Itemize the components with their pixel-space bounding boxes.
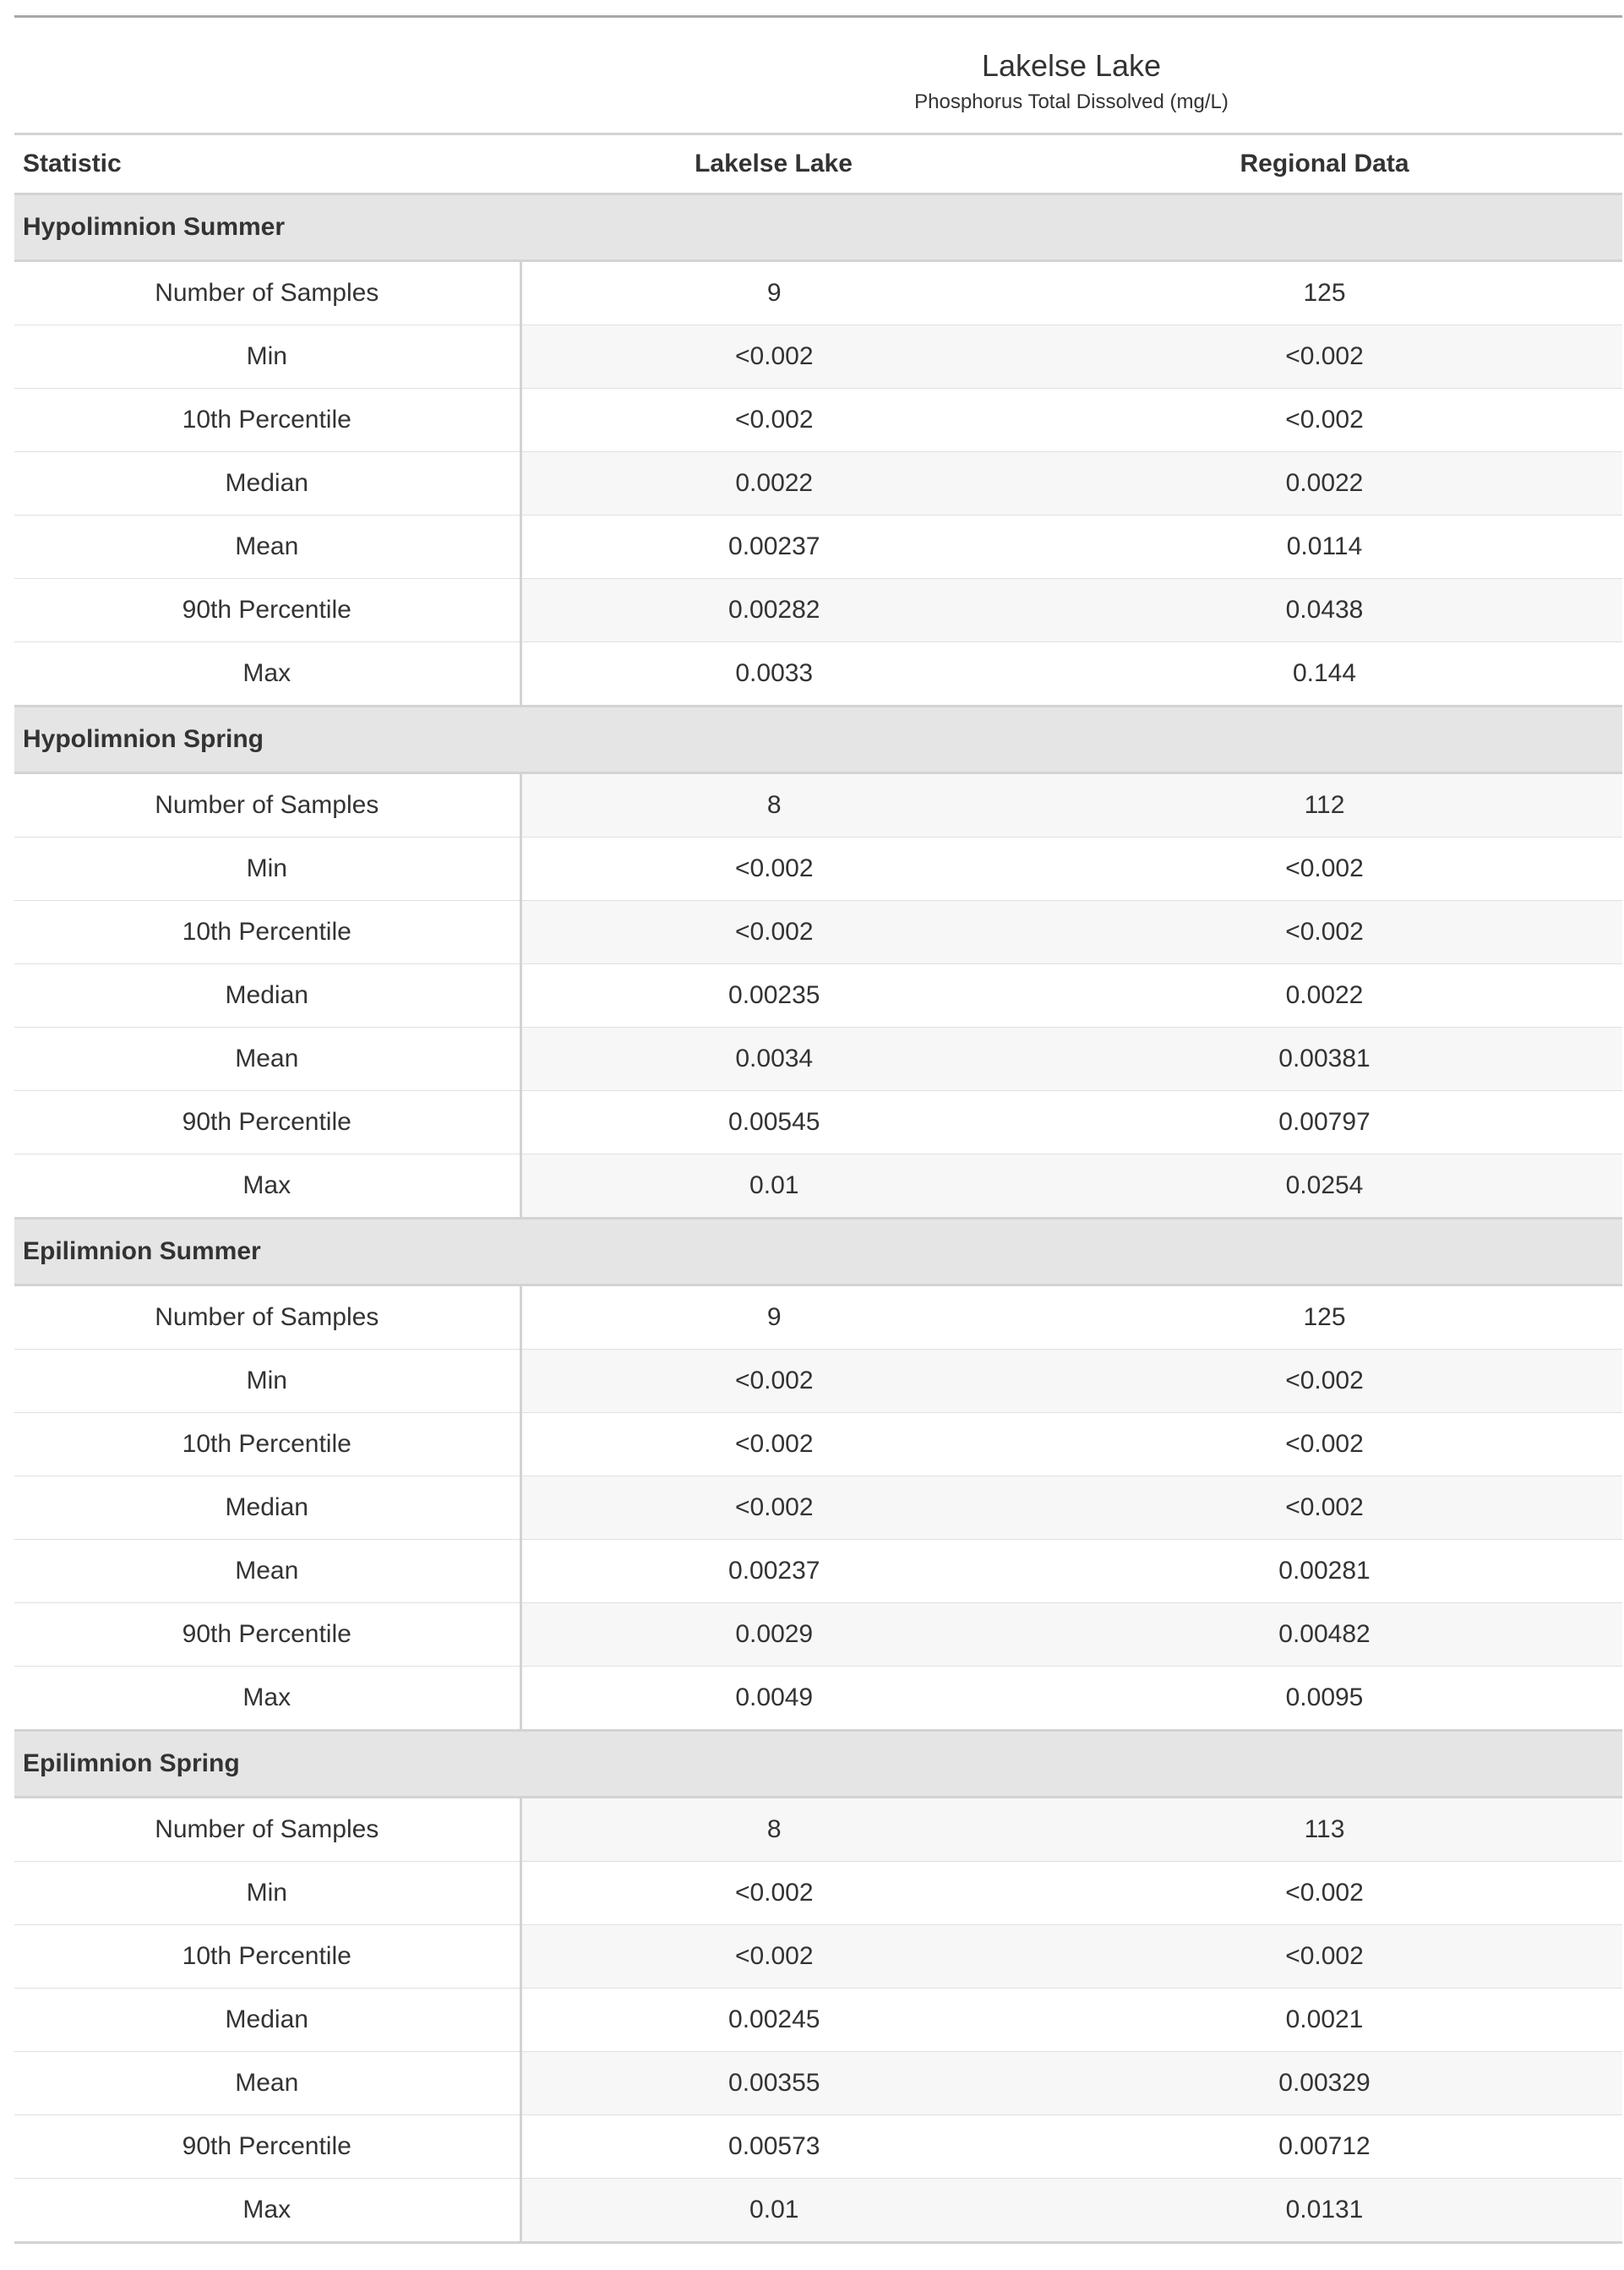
statistic-cell: Number of Samples <box>14 773 520 838</box>
table-row <box>14 1989 1622 2052</box>
lake-value-cell: 9 <box>766 1303 782 1331</box>
table-row <box>14 1091 1622 1154</box>
group-header-row <box>14 707 1622 773</box>
table-row <box>14 1285 1622 1350</box>
lake-value-cell: 0.0034 <box>520 1028 1027 1091</box>
table-subtitle: Phosphorus Total Dissolved (mg/L) <box>520 87 1622 134</box>
table-title: Lakelse Lake <box>520 17 1622 88</box>
lake-value-cell: 9 <box>766 279 782 307</box>
group-label: Hypolimnion Spring <box>14 707 1622 773</box>
regional-value-cell: 0.00482 <box>1027 1603 1622 1667</box>
regional-value-cell: 0.00797 <box>1027 1091 1622 1154</box>
regional-value-cell: 0.00381 <box>1027 1028 1622 1091</box>
table-row <box>14 964 1622 1028</box>
statistic-cell: Median <box>14 1476 520 1540</box>
statistic-cell: 90th Percentile <box>14 2115 520 2179</box>
table-row <box>14 901 1622 964</box>
title-row <box>14 17 1622 88</box>
regional-value-cell: 0.0114 <box>1027 516 1622 579</box>
statistic-cell: Mean <box>14 2052 520 2115</box>
regional-value-cell: <0.002 <box>1027 1925 1622 1989</box>
lake-value-cell: 0.00235 <box>520 964 1027 1028</box>
statistic-cell: Min <box>14 1862 520 1925</box>
lake-value-cell: 0.0033 <box>520 642 1027 707</box>
statistic-cell: Median <box>14 452 520 516</box>
lake-value-cell: 0.0022 <box>520 452 1027 516</box>
statistic-cell: 10th Percentile <box>14 389 520 452</box>
table-row <box>14 1862 1622 1925</box>
lake-value-cell: 0.00545 <box>520 1091 1027 1154</box>
subtitle-row <box>14 87 1622 134</box>
regional-value-cell: 112 <box>1027 773 1622 838</box>
statistic-cell: 90th Percentile <box>14 1091 520 1154</box>
table-row <box>14 1413 1622 1476</box>
column-header-row <box>14 134 1622 194</box>
lake-value-cell: <0.002 <box>520 901 1027 964</box>
statistic-cell: Max <box>14 642 520 707</box>
lake-value-cell: 0.00282 <box>520 579 1027 642</box>
statistic-cell: 10th Percentile <box>14 1413 520 1476</box>
regional-value-cell: 0.0131 <box>1027 2179 1622 2243</box>
statistic-cell: Min <box>14 325 520 389</box>
table-row <box>14 1476 1622 1540</box>
column-header-lake: Lakelse Lake <box>520 134 1027 194</box>
regional-value-cell: 0.00281 <box>1027 1540 1622 1603</box>
statistic-cell: Number of Samples <box>14 1285 520 1350</box>
statistic-cell: Max <box>14 1154 520 1219</box>
group-label: Epilimnion Spring <box>14 1731 1622 1798</box>
group-hypolimnion-summer <box>14 194 1622 707</box>
group-hypolimnion-spring <box>14 707 1622 1219</box>
regional-value-cell: 0.0438 <box>1027 579 1622 642</box>
group-header-row <box>14 194 1622 261</box>
regional-value-cell: <0.002 <box>1027 901 1622 964</box>
table-row <box>14 261 1622 325</box>
table-row <box>14 2179 1622 2243</box>
regional-value-cell: 0.0021 <box>1027 1989 1622 2052</box>
lake-value-cell: 8 <box>520 773 1027 838</box>
lake-value-cell: 0.01 <box>520 1154 1027 1219</box>
table-header <box>14 17 1622 194</box>
statistic-cell: Mean <box>14 1028 520 1091</box>
statistic-cell: Number of Samples <box>14 1798 520 1862</box>
statistic-cell: Max <box>14 1667 520 1731</box>
statistic-cell: Median <box>14 1989 520 2052</box>
table-row <box>14 642 1622 707</box>
summary-table-container <box>14 15 1622 2244</box>
regional-value-cell: 0.0254 <box>1027 1154 1622 1219</box>
lake-value-cell: 0.0049 <box>520 1667 1027 1731</box>
regional-value-cell: 125 <box>1303 1303 1346 1331</box>
statistic-cell: 10th Percentile <box>14 1925 520 1989</box>
table-row <box>14 325 1622 389</box>
table-row <box>14 773 1622 838</box>
statistic-cell: 90th Percentile <box>14 579 520 642</box>
lake-value-cell: 0.0029 <box>520 1603 1027 1667</box>
lake-value-cell: 8 <box>520 1798 1027 1862</box>
regional-value-cell: 0.00712 <box>1027 2115 1622 2179</box>
lake-value-cell: <0.002 <box>520 1350 1027 1413</box>
group-header-row <box>14 1731 1622 1798</box>
lake-value-cell: 0.00245 <box>520 1989 1027 2052</box>
group-header-row <box>14 1219 1622 1285</box>
table-row <box>14 1798 1622 1862</box>
column-header-regional: Regional Data <box>1027 134 1622 194</box>
lake-value-cell: 0.01 <box>520 2179 1027 2243</box>
regional-value-cell: <0.002 <box>1027 325 1622 389</box>
statistic-cell: 10th Percentile <box>14 901 520 964</box>
table-row <box>14 1540 1622 1603</box>
lake-value-cell: <0.002 <box>520 389 1027 452</box>
table-row <box>14 838 1622 901</box>
regional-value-cell: 0.0022 <box>1027 452 1622 516</box>
statistic-cell: Mean <box>14 516 520 579</box>
regional-value-cell: 0.0095 <box>1027 1667 1622 1731</box>
group-epilimnion-summer <box>14 1219 1622 1731</box>
lake-value-cell: 0.00573 <box>520 2115 1027 2179</box>
table-row <box>14 579 1622 642</box>
regional-value-cell: 0.144 <box>1027 642 1622 707</box>
statistic-cell: 90th Percentile <box>14 1603 520 1667</box>
table-row <box>14 1028 1622 1091</box>
regional-value-cell: <0.002 <box>1027 838 1622 901</box>
lake-value-cell: <0.002 <box>520 838 1027 901</box>
lake-value-cell: 0.00237 <box>520 1540 1027 1603</box>
statistic-cell: Number of Samples <box>14 261 520 325</box>
statistic-cell: Min <box>14 838 520 901</box>
lake-value-cell: <0.002 <box>520 1413 1027 1476</box>
group-epilimnion-spring <box>14 1731 1622 2243</box>
statistic-cell: Median <box>14 964 520 1028</box>
regional-value-cell: 0.00329 <box>1027 2052 1622 2115</box>
regional-value-cell: <0.002 <box>1027 389 1622 452</box>
statistic-cell: Mean <box>14 1540 520 1603</box>
lake-value-cell: <0.002 <box>520 1862 1027 1925</box>
table-row <box>14 516 1622 579</box>
table-row <box>14 1350 1622 1413</box>
group-label: Hypolimnion Summer <box>14 194 1622 261</box>
table-row <box>14 1667 1622 1731</box>
regional-value-cell: 113 <box>1027 1798 1622 1862</box>
regional-value-cell: <0.002 <box>1027 1413 1622 1476</box>
table-row <box>14 2052 1622 2115</box>
table-row <box>14 2115 1622 2179</box>
table-row <box>14 452 1622 516</box>
statistic-cell: Min <box>14 1350 520 1413</box>
statistic-cell: Max <box>14 2179 520 2243</box>
lake-value-cell: <0.002 <box>520 325 1027 389</box>
table-row <box>14 389 1622 452</box>
summary-statistics-table <box>14 15 1622 2244</box>
lake-value-cell: 0.00237 <box>520 516 1027 579</box>
regional-value-cell: <0.002 <box>1027 1862 1622 1925</box>
lake-value-cell: 0.00355 <box>520 2052 1027 2115</box>
column-header-statistic: Statistic <box>14 134 520 194</box>
table-row <box>14 1154 1622 1219</box>
regional-value-cell: <0.002 <box>1027 1476 1622 1540</box>
lake-value-cell: <0.002 <box>520 1476 1027 1540</box>
table-row <box>14 1925 1622 1989</box>
regional-value-cell: 0.0022 <box>1027 964 1622 1028</box>
regional-value-cell: 125 <box>1303 279 1346 307</box>
group-label: Epilimnion Summer <box>14 1219 1622 1285</box>
table-row <box>14 1603 1622 1667</box>
regional-value-cell: <0.002 <box>1027 1350 1622 1413</box>
lake-value-cell: <0.002 <box>520 1925 1027 1989</box>
